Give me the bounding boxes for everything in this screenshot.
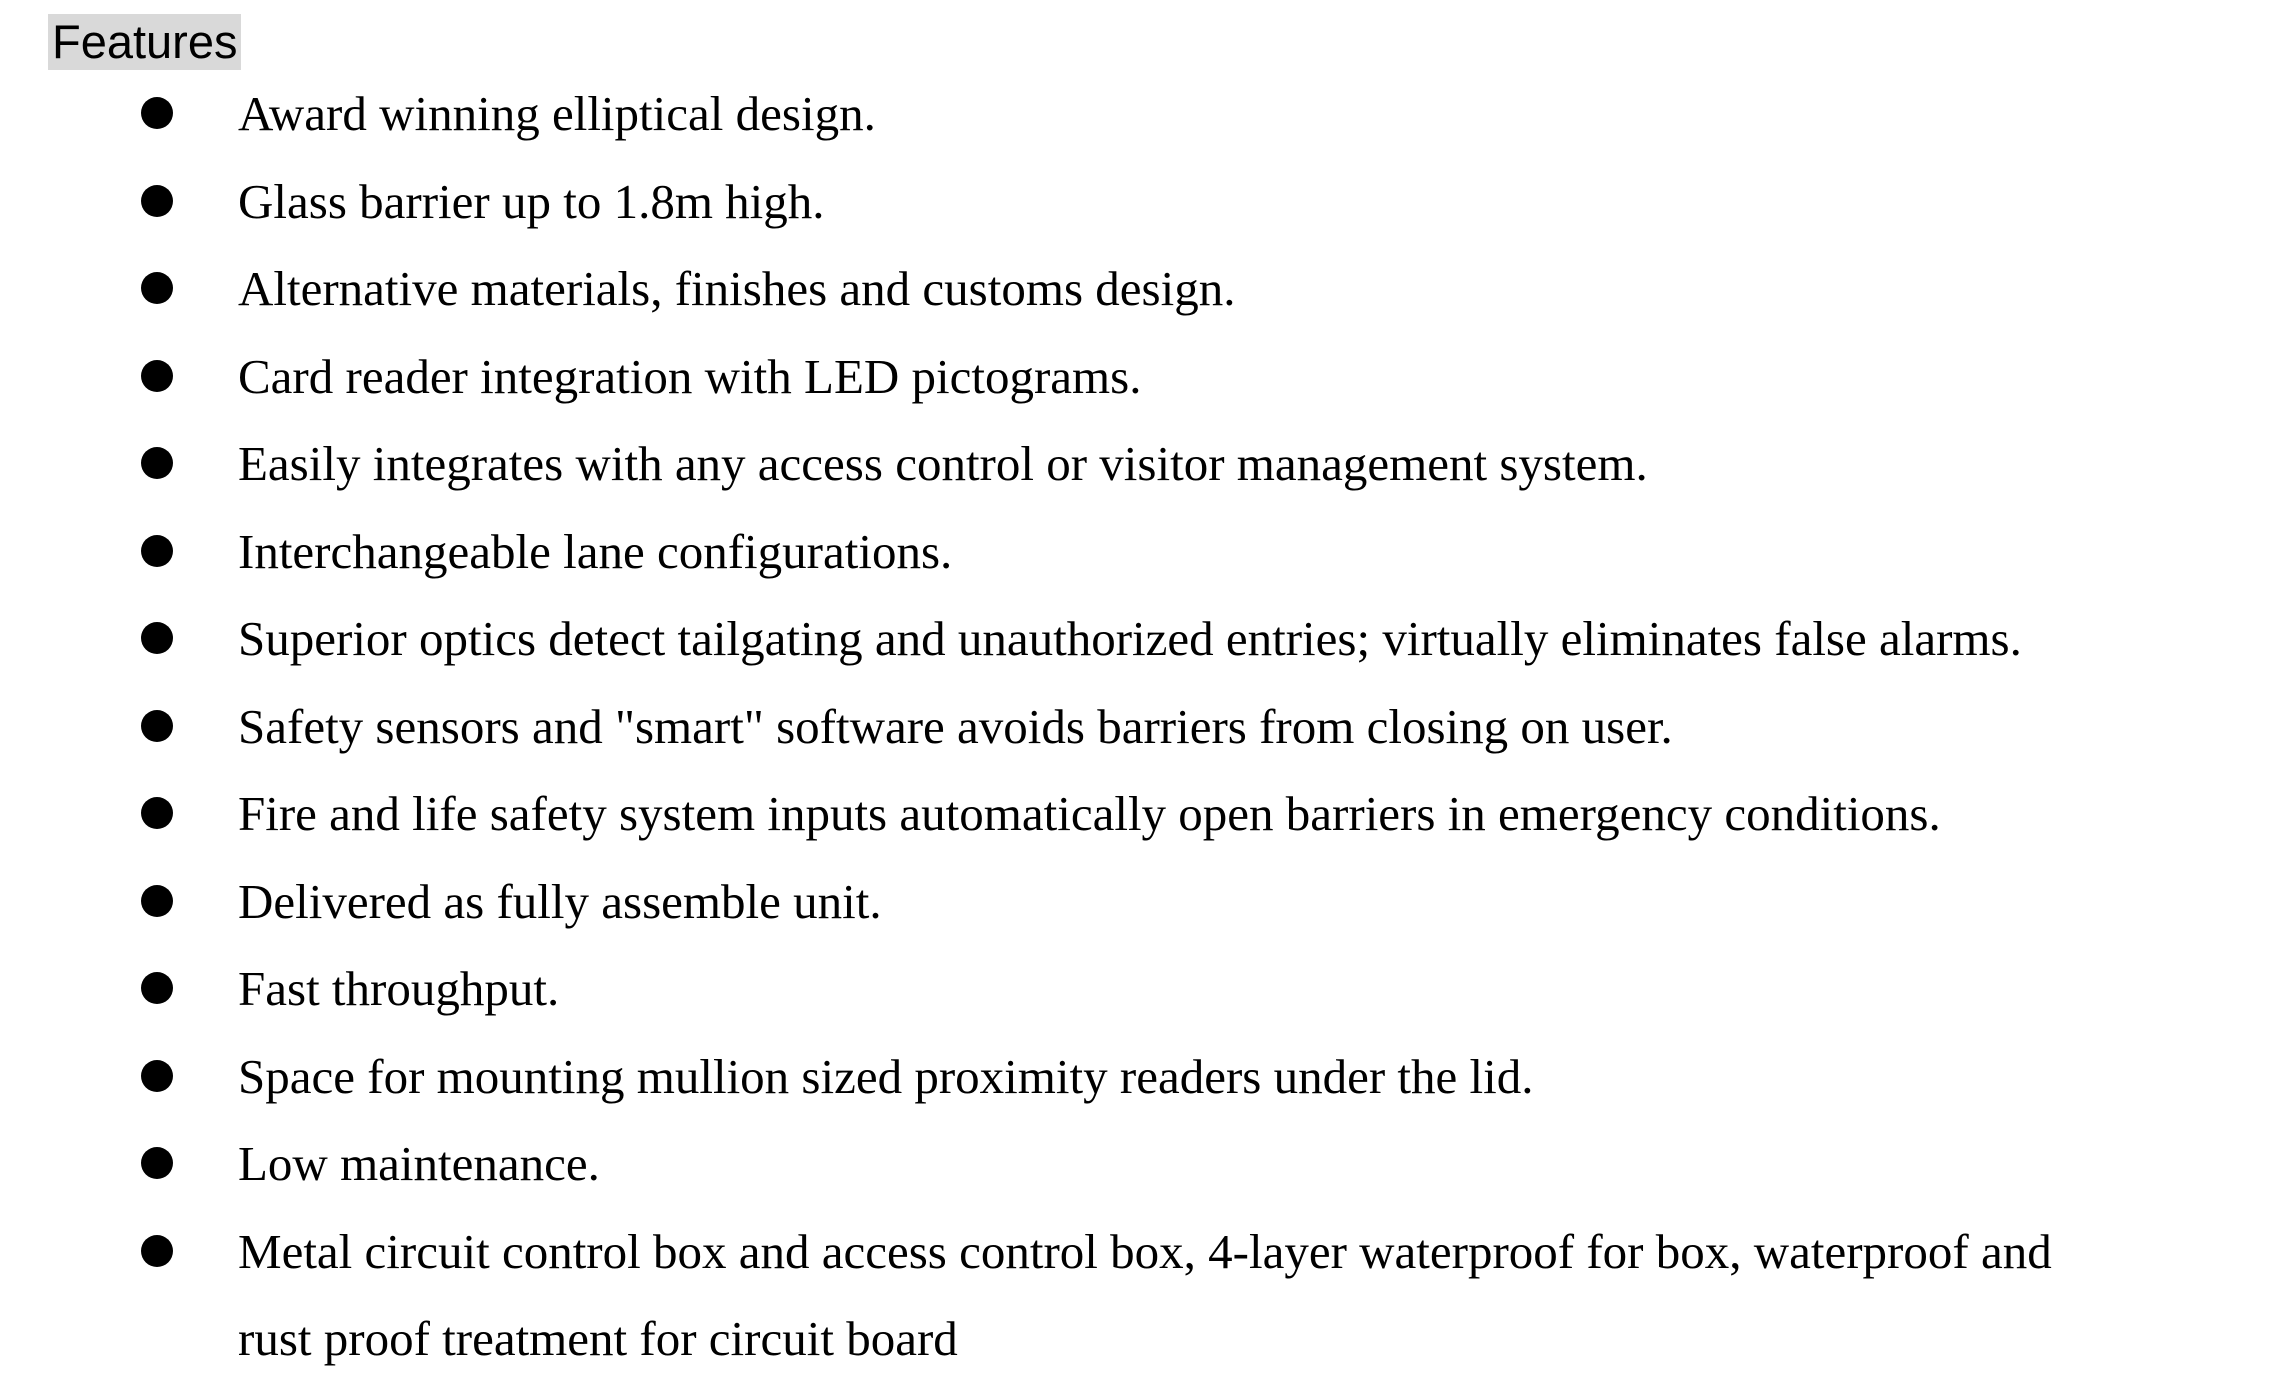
list-item (0, 595, 2158, 683)
feature-text: Low maintenance. (238, 1136, 600, 1191)
feature-text: Easily integrates with any access control or visitor management system. (238, 436, 1648, 491)
bullet-icon (141, 272, 173, 304)
list-item (0, 683, 2158, 771)
section-heading: Features (48, 14, 241, 70)
feature-text-line-1: Metal circuit control box and access control box, 4-layer waterproof for box, waterproof and (238, 1223, 2052, 1279)
feature-text: Superior optics detect tailgating and unauthorized entries; virtually eliminates false alarms. (238, 611, 2022, 666)
list-item (0, 945, 2158, 1033)
feature-text: Delivered as fully assemble unit. (238, 873, 882, 929)
bullet-icon (141, 447, 173, 479)
feature-text: Fast throughput. (238, 961, 560, 1016)
bullet-icon (141, 972, 173, 1004)
list-item (0, 770, 2158, 858)
bullet-icon (141, 535, 173, 567)
feature-text-line-2: rust proof treatment for circuit board (238, 1311, 958, 1366)
feature-text: Fire and life safety system inputs automatically open barriers in emergency conditions. (238, 786, 1941, 841)
bullet-icon (141, 1235, 173, 1267)
bullet-icon (141, 885, 173, 917)
feature-text: Safety sensors and "smart" software avoids barriers from closing on user. (238, 698, 1673, 754)
list-item (0, 158, 2158, 246)
list-item (0, 70, 2158, 158)
feature-text: Card reader integration with LED pictograms. (238, 348, 1142, 404)
bullet-icon (141, 1147, 173, 1179)
list-item (0, 333, 2158, 421)
bullet-icon (141, 185, 173, 217)
bullet-icon (141, 622, 173, 654)
feature-text: Glass barrier up to 1.8m high. (238, 173, 825, 229)
bullet-icon (141, 1060, 173, 1092)
list-item (0, 1120, 2158, 1208)
feature-text: Award winning elliptical design. (238, 86, 876, 141)
feature-text: Interchangeable lane configurations. (238, 523, 953, 579)
bullet-icon (141, 710, 173, 742)
features-list (0, 70, 2158, 1383)
list-item (0, 1208, 2158, 1383)
feature-text: Alternative materials, finishes and customs design. (238, 261, 1236, 316)
list-item (0, 1033, 2158, 1121)
list-item (0, 508, 2158, 596)
bullet-icon (141, 360, 173, 392)
feature-text: Space for mounting mullion sized proximity readers under the lid. (238, 1048, 1534, 1104)
list-item (0, 245, 2158, 333)
list-item (0, 420, 2158, 508)
bullet-icon (141, 97, 173, 129)
list-item (0, 858, 2158, 946)
bullet-icon (141, 797, 173, 829)
